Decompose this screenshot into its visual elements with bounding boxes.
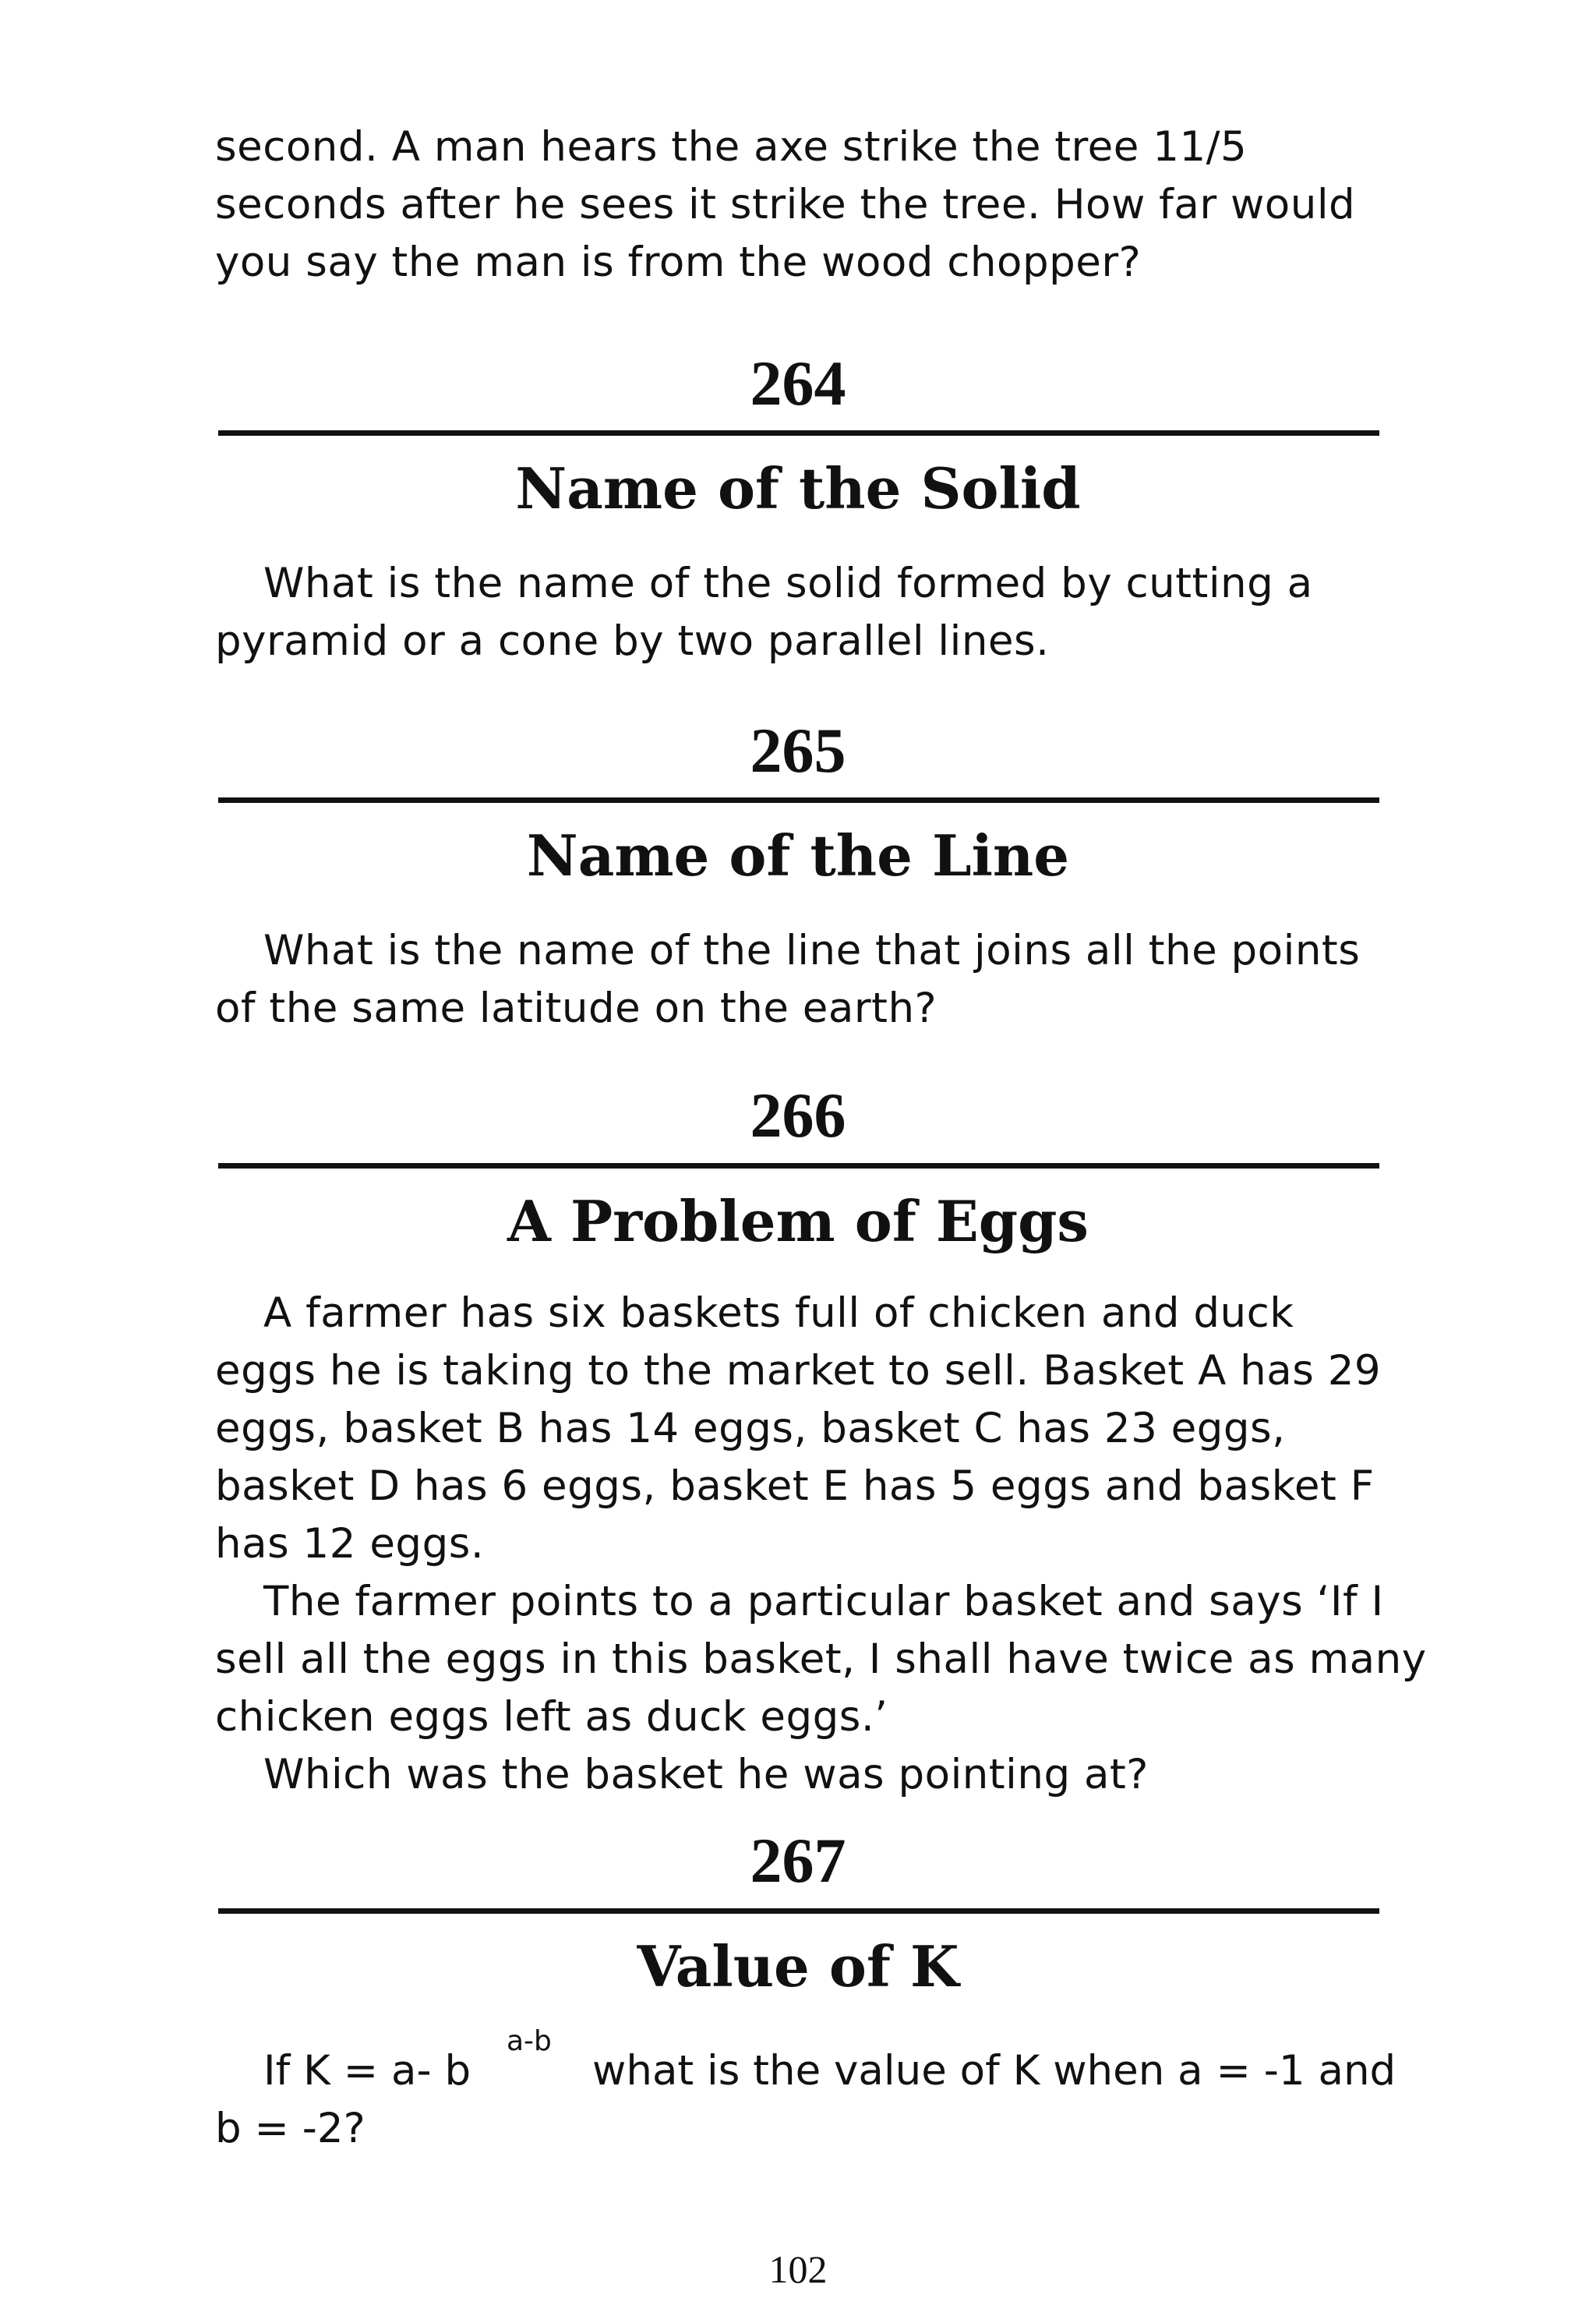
text-line: The farmer points to a particular basket and says ‘If I	[263, 1578, 1384, 1625]
k-question-continued: b = -2?	[215, 2105, 365, 2152]
text-line: sell all the eggs in this basket, I shall have twice as many	[215, 1635, 1427, 1683]
text-line: eggs, basket B has 14 eggs, basket C has 23 eggs,	[215, 1405, 1286, 1452]
k-formula: If K = a- b	[263, 2047, 471, 2095]
text-line: What is the name of the solid formed by cutting a	[263, 560, 1313, 607]
puzzle-text-265	[215, 922, 1360, 1038]
puzzle-title-267: Value of K	[637, 1933, 959, 1999]
text-line: eggs he is taking to the market to sell. Basket A has 29	[215, 1347, 1382, 1395]
section-rule	[218, 1163, 1379, 1169]
puzzle-number-265: 265	[750, 715, 846, 786]
text-line: A farmer has six baskets full of chicken and duck	[263, 1289, 1294, 1337]
page-number: 102	[768, 2247, 828, 2291]
intro-paragraph	[215, 118, 1355, 292]
text-line: you say the man is from the wood chopper?	[215, 239, 1142, 286]
puzzle-text-266	[215, 1285, 1427, 1804]
section-rule	[218, 797, 1379, 803]
text-line: second. A man hears the axe strike the tree 11/5	[215, 123, 1248, 171]
text-line: basket D has 6 eggs, basket E has 5 eggs and basket F	[215, 1462, 1375, 1510]
text-line: has 12 eggs.	[215, 1520, 485, 1568]
k-question: what is the value of K when a = -1 and	[592, 2047, 1396, 2095]
puzzle-number-266: 266	[750, 1080, 846, 1151]
text-line: What is the name of the line that joins all the points	[263, 927, 1361, 974]
formula-exponent: a-b	[507, 2025, 552, 2057]
section-rule	[218, 430, 1379, 436]
puzzle-title-264: Name of the Solid	[515, 455, 1081, 522]
puzzle-number-264: 264	[750, 348, 846, 419]
text-line: of the same latitude on the earth?	[215, 985, 937, 1032]
section-rule	[218, 1908, 1379, 1914]
text-line: pyramid or a cone by two parallel lines.	[215, 617, 1050, 665]
text-line: chicken eggs left as duck eggs.’	[215, 1693, 888, 1741]
puzzle-title-265: Name of the Line	[526, 822, 1070, 889]
puzzle-title-266: A Problem of Eggs	[507, 1188, 1089, 1254]
puzzle-text-264	[215, 555, 1313, 670]
puzzle-number-267: 267	[750, 1825, 846, 1896]
text-line: seconds after he sees it strike the tree. How far would	[215, 181, 1356, 228]
text-line: Which was the basket he was pointing at?	[263, 1751, 1149, 1798]
